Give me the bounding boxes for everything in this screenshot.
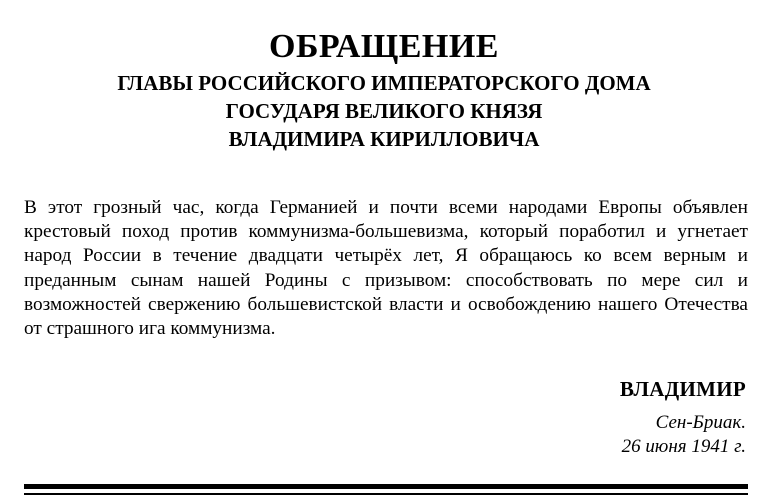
bottom-divider-thin xyxy=(24,493,748,495)
bottom-divider-thick xyxy=(24,484,748,489)
place-of-signing: Сен-Бриак. xyxy=(655,412,746,433)
document-title: ОБРАЩЕНИЕ xyxy=(269,28,499,65)
subtitle-line-2: ГОСУДАРЯ ВЕЛИКОГО КНЯЗЯ xyxy=(225,99,543,123)
subtitle-line-3: ВЛАДИМИРА КИРИЛЛОВИЧА xyxy=(228,127,540,151)
signature: ВЛАДИМИР xyxy=(619,377,746,401)
date-of-signing: 26 июня 1941 г. xyxy=(621,436,746,457)
address-body-paragraph: В этот грозный час, когда Германией и почти всеми народами Европы объявлен крестовый поход против коммунизма-большевизма, который поработил и угнетает народ России в течение двадцати четырёх лет, Я обращаюсь ко всем верным и преданным сынам нашей Родины с призывом: способствовать по мере сил и возможностей свержению большевистской власти и освобождению нашего Отечества от страшного ига коммунизма. xyxy=(24,197,748,340)
subtitle-line-1: ГЛАВЫ РОССИЙСКОГО ИМПЕРАТОРСКОГО ДОМА xyxy=(117,71,651,95)
